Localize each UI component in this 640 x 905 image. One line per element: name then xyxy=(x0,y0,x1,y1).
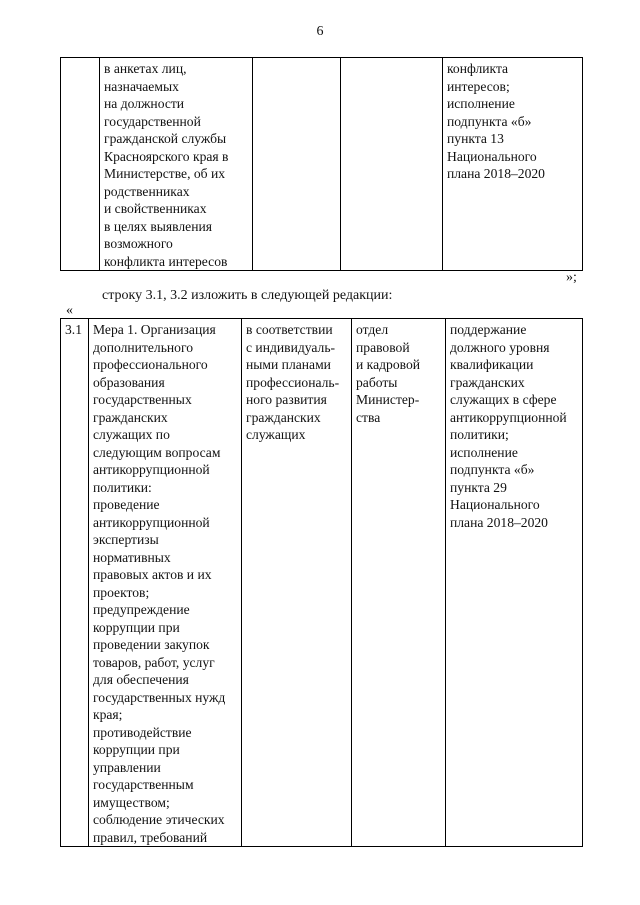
table-cell-number xyxy=(61,58,100,271)
instruction-text: строку 3.1, 3.2 изложить в следующей редакции: xyxy=(102,288,393,303)
table-row xyxy=(61,319,583,847)
page-number: 6 xyxy=(316,24,324,39)
main-table xyxy=(60,318,583,847)
table-cell-deadline: в соответствии с индивидуаль- ными планами профессиональ- ного развития гражданских служащих xyxy=(242,319,352,847)
table-cell-result: конфликта интересов; исполнение подпункта «б» пункта 13 Национального плана 2018–2020 xyxy=(443,58,583,271)
table-cell-measure: Мера 1. Организация дополнительного профессионального образования государственных гражданских служащих по следующим вопросам антикоррупционной политики: проведение антикоррупционной экспертизы нормативных правовых актов и их проектов; предупреждение коррупции при проведении закупок товаров, работ, услуг для обеспечения государственных нужд края; противодействие коррупции при управлении государственным имуществом; соблюдение этических правил, требований xyxy=(89,319,242,847)
closing-quote: »; xyxy=(566,270,577,285)
table-cell-deadline xyxy=(253,58,341,271)
table-cell-result: поддержание должного уровня квалификации гражданских служащих в сфере антикоррупционной политики; исполнение подпункта «б» пункта 29 Национального плана 2018–2020 xyxy=(446,319,583,847)
top-table xyxy=(60,57,583,271)
opening-quote: « xyxy=(66,303,73,318)
table-cell-responsible: отдел правовой и кадровой работы Министер- ства xyxy=(352,319,446,847)
table-cell-responsible xyxy=(341,58,443,271)
table-cell-number: 3.1 xyxy=(61,319,89,847)
table-cell-measure: в анкетах лиц, назначаемых на должности государственной гражданской службы Красноярского края в Министерстве, об их родственниках и свойственниках в целях выявления возможного конфликта интересов xyxy=(100,58,253,271)
table-row xyxy=(61,58,583,271)
